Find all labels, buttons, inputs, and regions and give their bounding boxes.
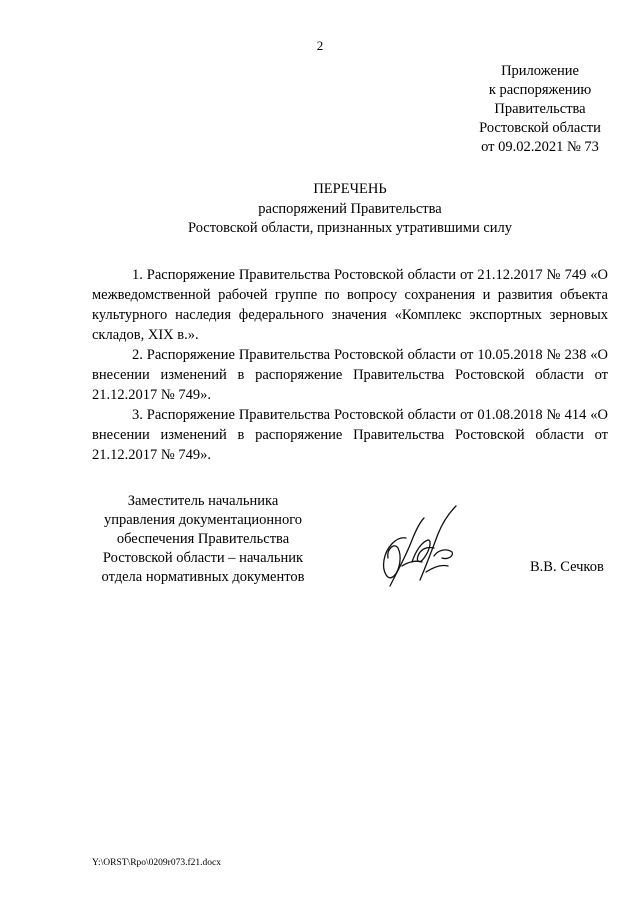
appendix-line: Ростовской области [479,120,601,136]
orders-list [92,265,608,465]
list-item: 3. Распоряжение Правительства Ростовской области от 01.08.2018 № 414 «О внесении изменений в распоряжение Правительства Ростовской области от 21.12.2017 № 749». [92,407,608,463]
file-path: Y:\ORST\Rpo\0209r073.f21.docx [92,858,221,868]
page-number: 2 [316,38,324,53]
appendix-line: Приложение [501,63,579,79]
position-line: Заместитель начальника [127,493,279,509]
title-heading: ПЕРЕЧЕНЬ [313,181,387,197]
appendix-line: Правительства [494,101,586,117]
signatory-position [88,492,318,587]
list-item: 2. Распоряжение Правительства Ростовской области от 10.05.2018 № 238 «О внесении изменений в распоряжение Правительства Ростовской области от 21.12.2017 № 749». [92,347,608,403]
position-line: отдела нормативных документов [101,569,305,585]
appendix-header [440,62,640,157]
document-title [0,180,640,239]
handwritten-signature [376,500,466,592]
list-item: 1. Распоряжение Правительства Ростовской области от 21.12.2017 № 749 «О межведомственной рабочей группе по вопросу сохранения и развития объекта культурного наследия федерального значения «Комплекс экспортных зерновых складов, XIX в.». [92,267,608,343]
position-line: управления документационного [103,512,303,528]
signatory-name: В.В. Сечков [530,559,604,575]
appendix-line: от 09.02.2021 № 73 [481,139,599,155]
title-line: Ростовской области, признанных утратившими силу [187,220,513,236]
title-line: распоряжений Правительства [258,200,442,217]
appendix-line: к распоряжению [488,82,592,98]
position-line: обеспечения Правительства [116,531,290,547]
position-line: Ростовской области – начальник [102,550,304,566]
